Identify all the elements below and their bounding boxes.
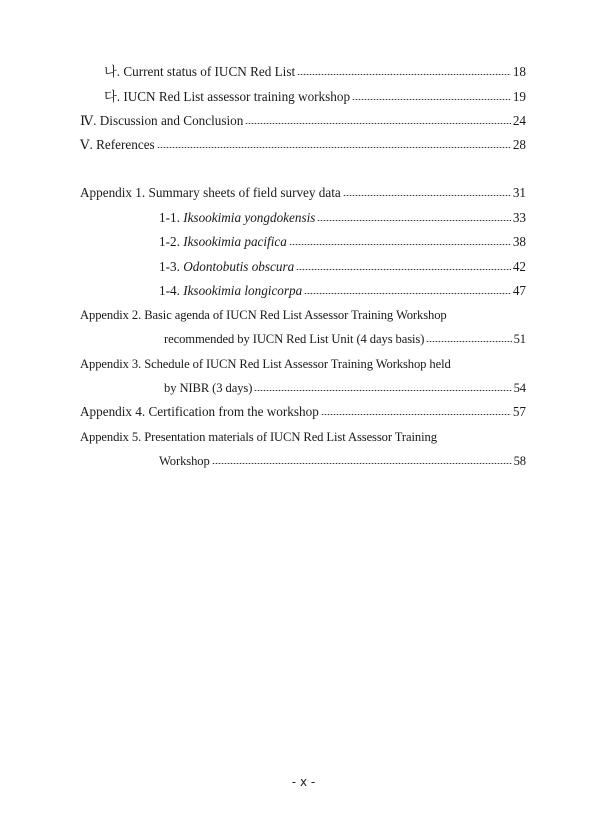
dot-leader xyxy=(343,195,511,196)
dot-leader xyxy=(321,414,511,415)
toc-entry-page: 58 xyxy=(513,454,526,468)
dot-leader xyxy=(352,99,511,100)
toc-entry-label: Appendix 4. Certification from the workshop xyxy=(80,404,319,419)
toc-entry-appendix xyxy=(80,306,526,324)
toc-entry-page: 18 xyxy=(512,64,526,79)
toc-entry-species xyxy=(159,258,526,276)
species-name: Iksookimia pacifica xyxy=(183,234,287,249)
toc-entry-continuation xyxy=(164,379,526,397)
toc-entry-label xyxy=(159,209,315,227)
toc-entry-label: Appendix 2. Basic agenda of IUCN Red List Assessor Training Workshop xyxy=(80,308,447,322)
dot-leader xyxy=(212,463,512,464)
species-name: Odontobutis obscura xyxy=(183,259,295,274)
toc-entry-page: 33 xyxy=(512,210,526,225)
page-number: - x - xyxy=(291,775,316,789)
dot-leader xyxy=(157,147,511,148)
toc-entry-page: 47 xyxy=(512,283,526,298)
toc-entry-page: 19 xyxy=(512,89,526,104)
toc-entry-appendix xyxy=(80,403,526,421)
toc-entry-continuation xyxy=(159,452,526,470)
dot-leader xyxy=(296,269,511,270)
toc-entry xyxy=(104,63,526,81)
dot-leader xyxy=(426,341,511,342)
toc-entry-species xyxy=(159,282,526,300)
toc-entry-label: Appendix 3. Schedule of IUCN Red List Assessor Training Workshop held xyxy=(80,357,451,371)
toc-entry-label: Ⅳ. Discussion and Conclusion xyxy=(80,113,244,128)
toc-entry-label: recommended by IUCN Red List Unit (4 days basis) xyxy=(164,332,425,346)
species-name: Iksookimia longicorpa xyxy=(183,283,303,298)
toc-entry-appendix xyxy=(80,428,526,446)
toc-entry-label: 다. IUCN Red List assessor training workshop xyxy=(104,89,351,104)
dot-leader xyxy=(254,390,511,391)
toc-entry-page: 28 xyxy=(512,137,526,152)
toc-entry-label xyxy=(159,233,287,251)
toc-entry-continuation xyxy=(164,330,526,348)
toc-entry-page: 54 xyxy=(513,381,526,395)
toc-entry xyxy=(104,88,526,106)
dot-leader xyxy=(245,123,510,124)
toc-entry-label xyxy=(159,258,294,276)
dot-leader xyxy=(297,74,511,75)
toc-entry xyxy=(80,136,526,154)
toc-entry-species xyxy=(159,233,526,251)
species-prefix: 1-2. xyxy=(159,234,180,249)
toc-entry-page: 31 xyxy=(512,185,526,200)
toc-entry-page: 42 xyxy=(512,259,526,274)
toc-entry-label xyxy=(159,282,302,300)
toc-entry-label: 나. Current status of IUCN Red List xyxy=(104,64,296,79)
toc-entry-page: 38 xyxy=(512,234,526,249)
toc-entry xyxy=(80,112,526,130)
toc-entry-label: Workshop xyxy=(159,454,210,468)
dot-leader xyxy=(289,244,511,245)
toc-entry-appendix xyxy=(80,184,526,202)
species-prefix: 1-4. xyxy=(159,283,180,298)
toc-entry-page: 24 xyxy=(512,113,526,128)
toc-entry-label: Appendix 5. Presentation materials of IUCN Red List Assessor Training xyxy=(80,430,437,444)
species-name: Iksookimia yongdokensis xyxy=(183,210,316,225)
toc-entry-label: Ⅴ. References xyxy=(80,137,155,152)
toc-entry-label: Appendix 1. Summary sheets of field survey data xyxy=(80,185,341,200)
toc-entry-label: by NIBR (3 days) xyxy=(164,381,253,395)
species-prefix: 1-1. xyxy=(159,210,180,225)
toc-entry-species xyxy=(159,209,526,227)
toc-entry-page: 57 xyxy=(512,404,526,419)
dot-leader xyxy=(317,220,510,221)
dot-leader xyxy=(304,293,511,294)
toc-entry-appendix xyxy=(80,355,526,373)
toc-entry-page: 51 xyxy=(513,332,526,346)
species-prefix: 1-3. xyxy=(159,259,180,274)
